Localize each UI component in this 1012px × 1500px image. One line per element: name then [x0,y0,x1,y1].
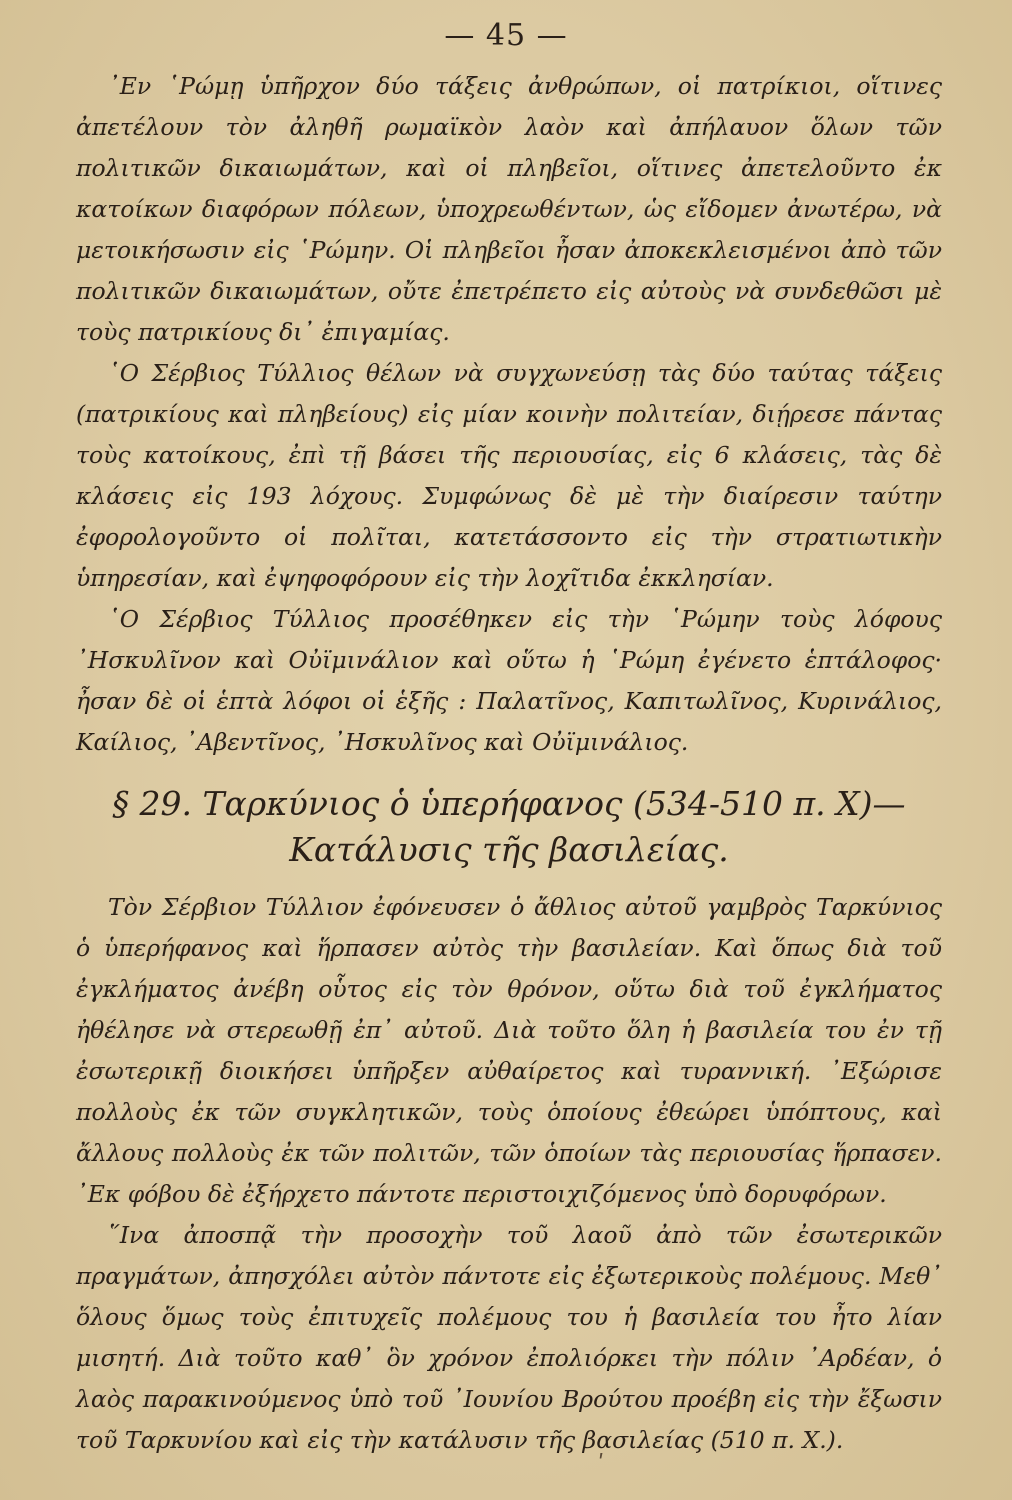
paragraph-servius-classes: ῾Ο Σέρβιος Τύλλιος θέλων νὰ συγχωνεύσῃ τὰς δύο ταύτας τάξεις (πατρικίους καὶ πληβείους) εἰς μίαν κοινὴν πολιτείαν, διῄρεσε πάντας τοὺς κατοίκους, ἐπὶ τῇ βάσει τῆς περιουσίας, εἰς 6 κλάσεις, τὰς δὲ κλάσεις εἰς 193 λόχους. Συμφώνως δὲ μὲ τὴν διαίρεσιν ταύτην ἐφορολογοῦντο οἱ πολῖται, κατετάσσοντο εἰς τὴν στρατιωτικὴν ὑπηρεσίαν, καὶ ἐψηφοφόρουν εἰς τὴν λοχῖτιδα ἐκκλησίαν. [76,359,942,592]
page-number: — 45 — [444,18,568,53]
section-heading [76,781,942,873]
paragraph-end-of-kingship: ῞Ινα ἀποσπᾷ τὴν προσοχὴν τοῦ λαοῦ ἀπὸ τῶν ἐσωτερικῶν πραγμάτων, ἀπησχόλει αὐτὸν πάντοτε εἰς ἐξωτερικοὺς πολέμους. Μεθ᾿ ὅλους ὅμως τοὺς ἐπιτυχεῖς πολέμους του ἡ βασιλεία του ἦτο λίαν μισητή. Διὰ τοῦτο καθ᾿ ὃν χρόνον ἐπολιόρκει τὴν πόλιν ᾿Αρδέαν, ὁ λαὸς παρακινούμενος ὑπὸ τοῦ ᾿Ιουνίου Βρούτου προέβη εἰς τὴν ἔξωσιν τοῦ Ταρκυνίου καὶ εἰς τὴν κατάλυσιν τῆς βασιλείας (510 π. Χ.). [76,1221,942,1454]
paragraph-seven-hills: ῾Ο Σέρβιος Τύλλιος προσέθηκεν εἰς τὴν ῾Ρώμην τοὺς λόφους ᾿Ησκυλῖνον καὶ Οὐϊμινάλιον καὶ οὕτω ἡ ῾Ρώμη ἐγένετο ἑπτάλοφος· ἦσαν δὲ οἱ ἑπτὰ λόφοι οἱ ἑξῆς : Παλατῖνος, Καπιτωλῖνος, Κυρινάλιος, Καίλιος, ᾿Αβεντῖνος, ᾿Ησκυλῖνος καὶ Οὐϊμινάλιος. [76,605,942,756]
body-text [76,66,942,1461]
section-title-line1: § 29. Ταρκύνιος ὁ ὑπερήφανος (534-510 π. Χ)— [112,784,906,823]
paragraph-patricians-plebeians: ᾿Εν ῾Ρώμῃ ὑπῆρχον δύο τάξεις ἀνθρώπων, οἱ πατρίκιοι, οἵτινες ἀπετέλουν τὸν ἀληθῆ ρωμαϊκὸν λαὸν καὶ ἀπήλαυον ὅλων τῶν πολιτικῶν δικαιωμάτων, καὶ οἱ πληβεῖοι, οἵτινες ἀπετελοῦντο ἐκ κατοίκων διαφόρων πόλεων, ὑποχρεωθέντων, ὡς εἴδομεν ἀνωτέρω, νὰ μετοικήσωσιν εἰς ῾Ρώμην. Οἱ πληβεῖοι ἦσαν ἀποκεκλεισμένοι ἀπὸ τῶν πολιτικῶν δικαιωμάτων, οὔτε ἐπετρέπετο εἰς αὐτοὺς νὰ συνδεθῶσι μὲ τοὺς πατρικίους δι᾿ ἐπιγαμίας. [76,72,942,346]
ink-mark: ʹ [598,1452,605,1477]
paragraph-tarquinius-tyranny: Τὸν Σέρβιον Τύλλιον ἐφόνευσεν ὁ ἄθλιος αὐτοῦ γαμβρὸς Ταρκύνιος ὁ ὑπερήφανος καὶ ἥρπασεν αὐτὸς τὴν βασιλείαν. Καὶ ὅπως διὰ τοῦ ἐγκλήματος ἀνέβη οὗτος εἰς τὸν θρόνον, οὕτω διὰ τοῦ ἐγκλήματος ἠθέλησε νὰ στερεωθῇ ἐπ᾿ αὐτοῦ. Διὰ τοῦτο ὅλη ἡ βασιλεία του ἐν τῇ ἐσωτερικῇ διοικήσει ὑπῆρξεν αὐθαίρετος καὶ τυραννική. ᾿Εξώρισε πολλοὺς ἐκ τῶν συγκλητικῶν, τοὺς ὁποίους ἐθεώρει ὑπόπτους, καὶ ἄλλους πολλοὺς ἐκ τῶν πολιτῶν, τῶν ὁποίων τὰς περιουσίας ἥρπασεν. ᾿Εκ φόβου δὲ ἐξήρχετο πάντοτε περιστοιχιζόμενος ὑπὸ δορυφόρων. [76,893,942,1208]
section-title-line2: Κατάλυσις τῆς βασιλείας. [289,830,729,869]
